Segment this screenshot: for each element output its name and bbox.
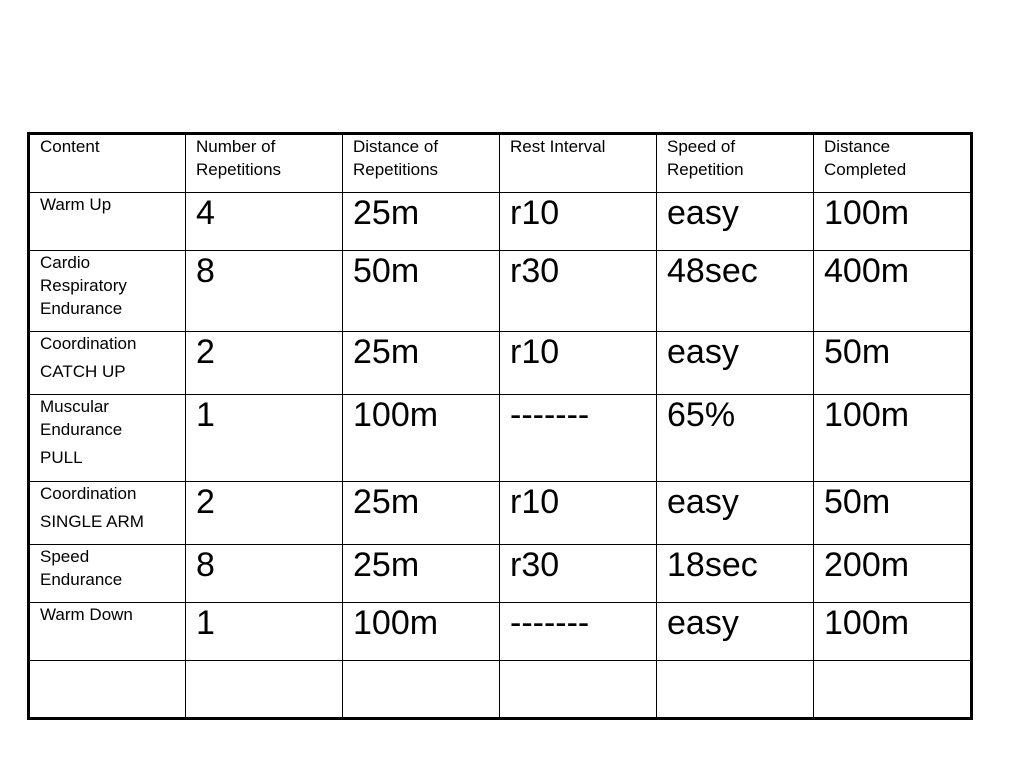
row-completed: 100m [814, 395, 972, 482]
header-content: Content [29, 134, 186, 193]
row-repetitions: 8 [186, 251, 343, 332]
table-row [29, 193, 972, 251]
row-rest: ------- [500, 395, 657, 482]
row-content: Speed Endurance [29, 545, 186, 603]
row-rest: r30 [500, 545, 657, 603]
row-distance: 25m [343, 482, 500, 545]
row-distance: 25m [343, 193, 500, 251]
row-speed: easy [657, 193, 814, 251]
row-completed: 400m [814, 251, 972, 332]
row-repetitions: 8 [186, 545, 343, 603]
empty-cell [29, 661, 186, 719]
header-speed-of-repetition: Speed of Repetition [657, 134, 814, 193]
table-row [29, 395, 972, 482]
row-distance: 25m [343, 332, 500, 395]
row-content: Muscular Endurance PULL [29, 395, 186, 482]
row-rest: r30 [500, 251, 657, 332]
row-repetitions: 1 [186, 603, 343, 661]
row-rest: ------- [500, 603, 657, 661]
empty-cell [500, 661, 657, 719]
row-speed: easy [657, 482, 814, 545]
empty-table-row [29, 661, 972, 719]
table-row [29, 545, 972, 603]
row-content: Coordination SINGLE ARM [29, 482, 186, 545]
header-number-of-repetitions: Number of Repetitions [186, 134, 343, 193]
row-speed: easy [657, 603, 814, 661]
header-distance-of-repetitions: Distance of Repetitions [343, 134, 500, 193]
row-distance: 100m [343, 603, 500, 661]
row-speed: 65% [657, 395, 814, 482]
header-distance-completed: Distance Completed [814, 134, 972, 193]
training-session-table [27, 132, 973, 720]
row-speed: easy [657, 332, 814, 395]
table-row [29, 482, 972, 545]
header-rest-interval: Rest Interval [500, 134, 657, 193]
row-distance: 25m [343, 545, 500, 603]
row-distance: 50m [343, 251, 500, 332]
table-row [29, 251, 972, 332]
row-content: Coordination CATCH UP [29, 332, 186, 395]
row-completed: 50m [814, 482, 972, 545]
row-content: Warm Down [29, 603, 186, 661]
row-repetitions: 2 [186, 332, 343, 395]
table-row [29, 332, 972, 395]
row-completed: 200m [814, 545, 972, 603]
row-repetitions: 1 [186, 395, 343, 482]
row-rest: r10 [500, 332, 657, 395]
row-completed: 50m [814, 332, 972, 395]
row-repetitions: 4 [186, 193, 343, 251]
row-completed: 100m [814, 603, 972, 661]
row-completed: 100m [814, 193, 972, 251]
empty-cell [343, 661, 500, 719]
table-header-row [29, 134, 972, 193]
table-row [29, 603, 972, 661]
row-speed: 18sec [657, 545, 814, 603]
empty-cell [657, 661, 814, 719]
row-rest: r10 [500, 482, 657, 545]
row-rest: r10 [500, 193, 657, 251]
row-repetitions: 2 [186, 482, 343, 545]
empty-cell [186, 661, 343, 719]
empty-cell [814, 661, 972, 719]
row-speed: 48sec [657, 251, 814, 332]
row-content: Warm Up [29, 193, 186, 251]
row-distance: 100m [343, 395, 500, 482]
row-content: Cardio Respiratory Endurance [29, 251, 186, 332]
